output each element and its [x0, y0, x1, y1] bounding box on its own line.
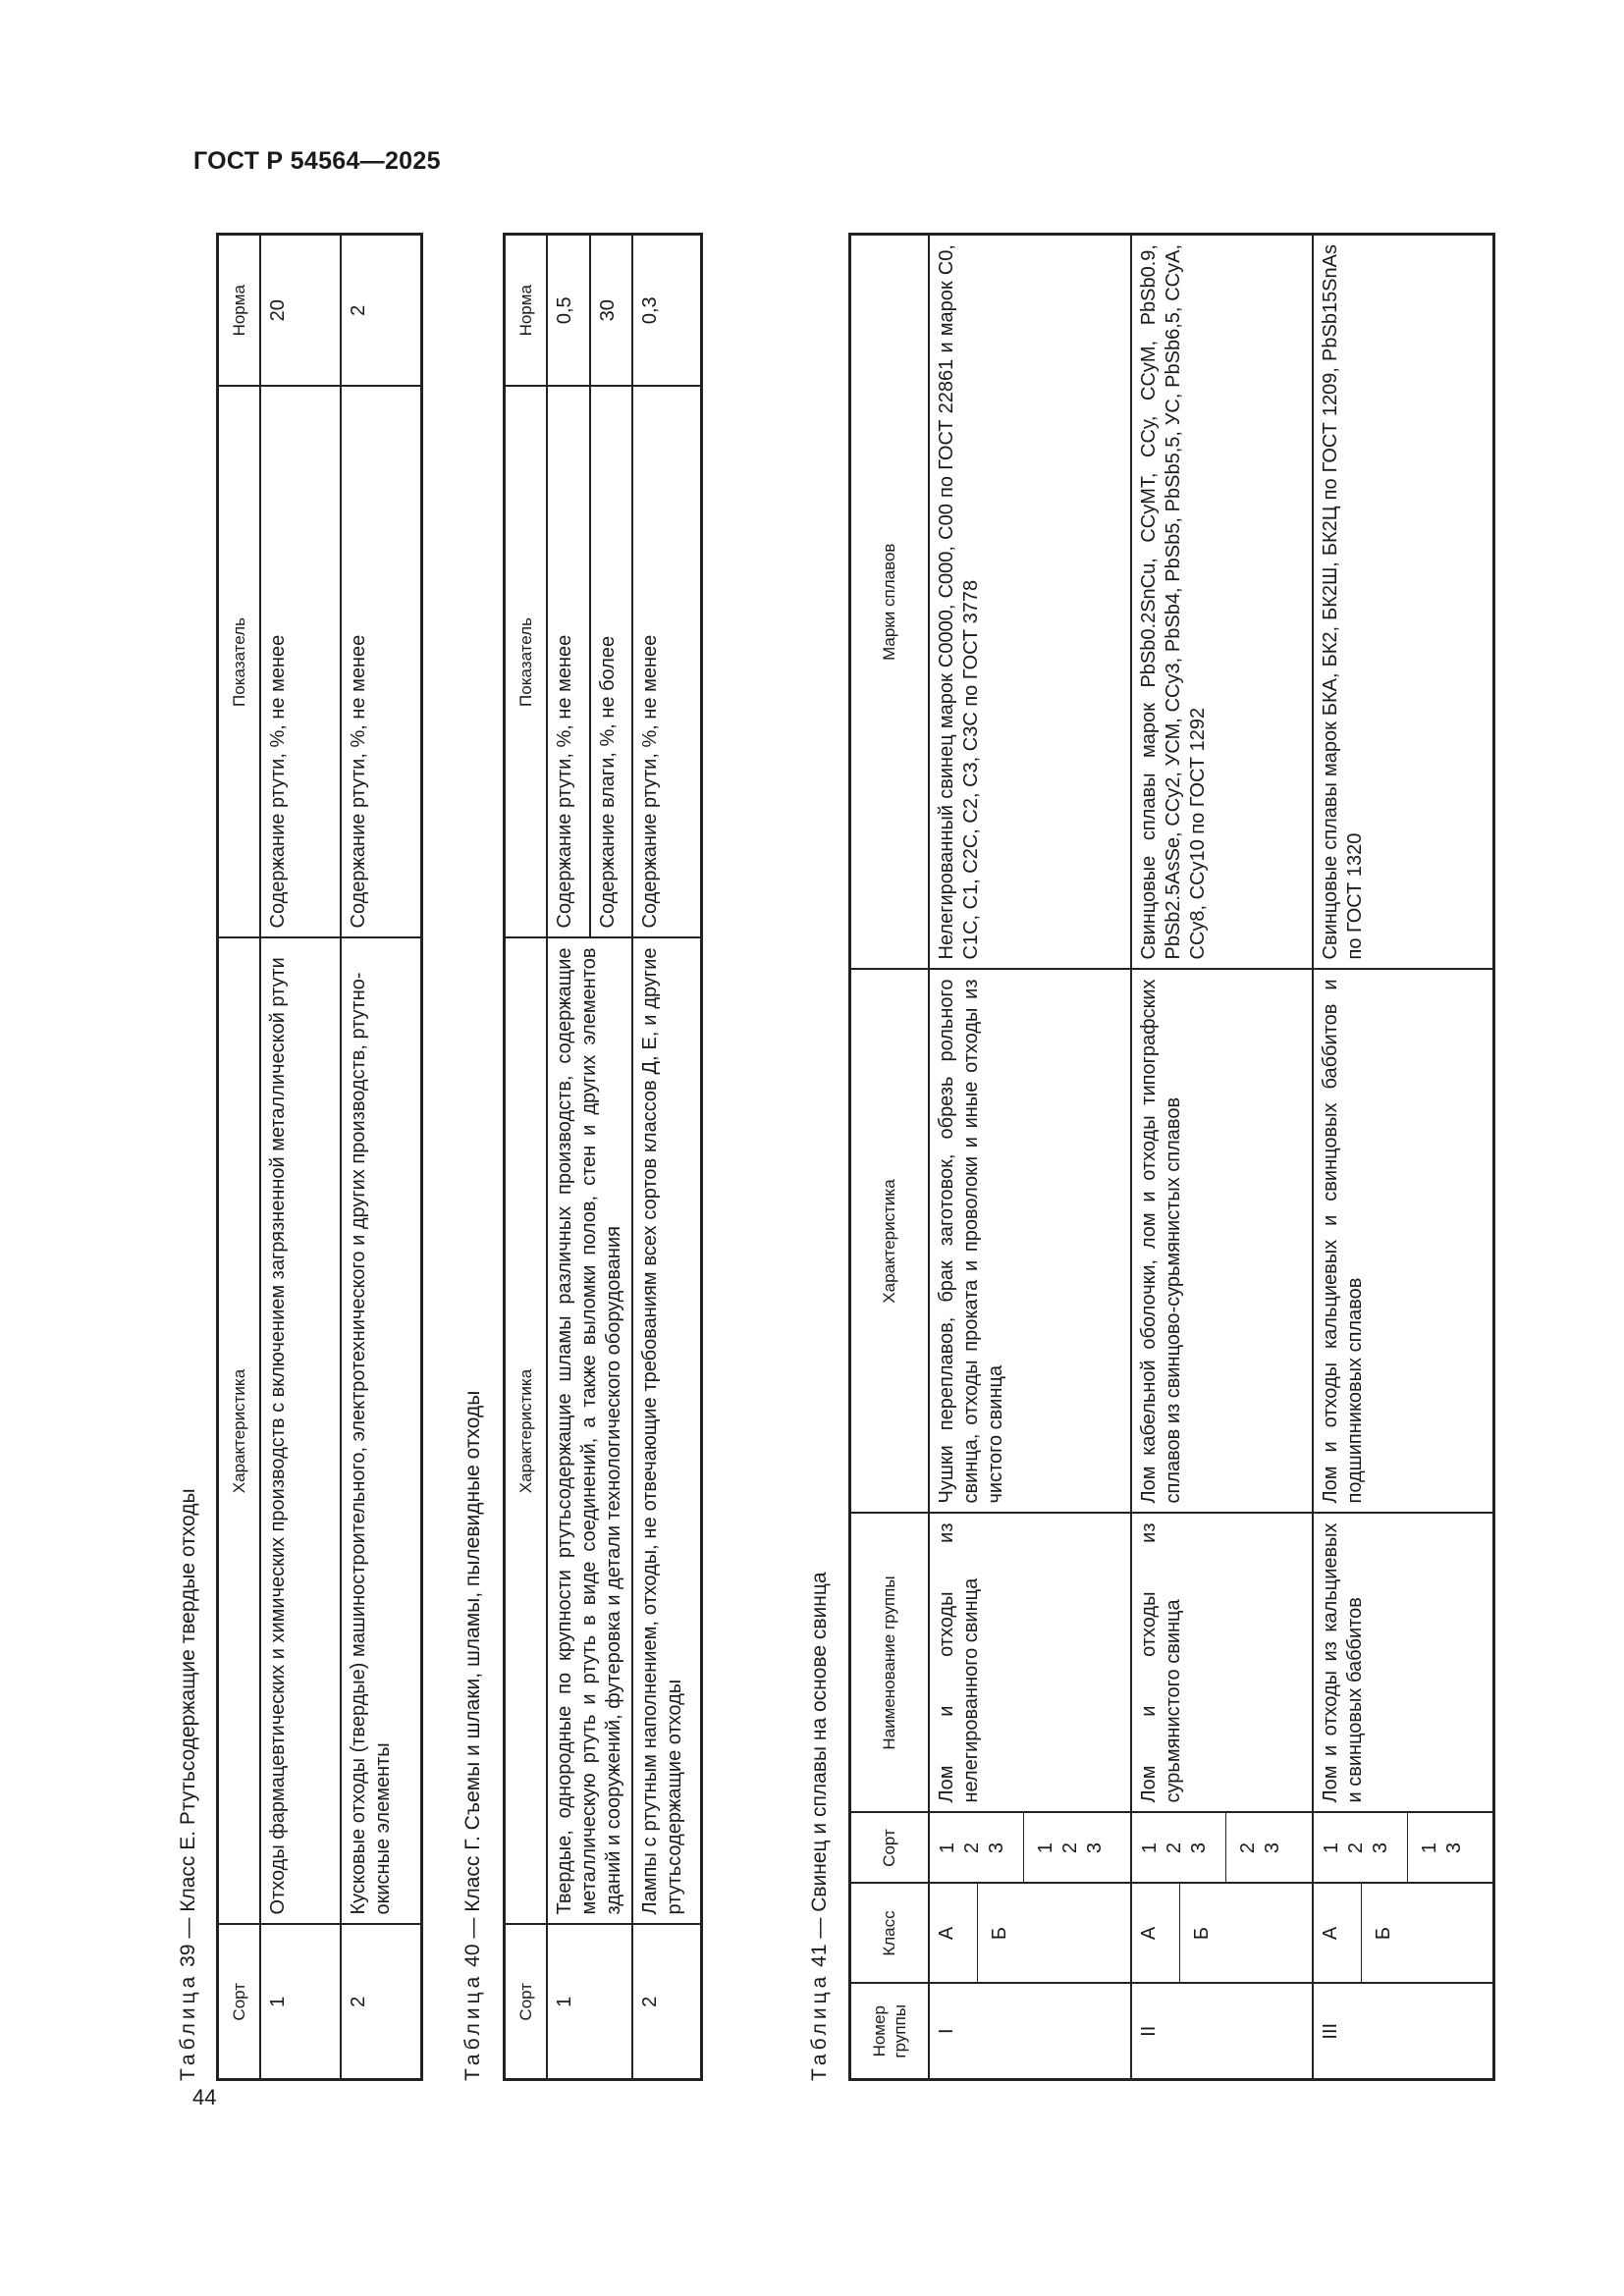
table-header-cell: Класс: [850, 1884, 929, 1984]
characteristic-cell: Чушки переплавов, брак заготовок, обрезь рольного свинца, отходы проката и проволоки и иные отходы из чистого свинца: [929, 970, 1131, 1514]
table-row: [341, 235, 421, 2080]
indicator-cell: Содержание ртути, %, не менее: [260, 387, 341, 938]
class-cell: [929, 1884, 1131, 1984]
group-name-cell: Лом и отходы из нелегированного свинца: [929, 1514, 1131, 1813]
group-number-cell: II: [1131, 1984, 1313, 2080]
indicator-cell: Содержание ртути, %, не менее: [341, 387, 421, 938]
sort-value: 2: [1236, 1842, 1259, 1854]
table-39-caption: Таблица 39 — Класс Е. Ртутьсодержащие твердые отходы: [177, 1488, 199, 2081]
sort-cell: 1: [547, 1925, 632, 2080]
table-39-header-row: [218, 235, 261, 2080]
sort-value: 2: [1058, 1842, 1081, 1854]
table-40-header-row: [505, 235, 548, 2080]
class-cell: [1131, 1884, 1313, 1984]
indicator-cell: Содержание влаги, %, не более: [590, 387, 633, 938]
norm-cell: 0,3: [632, 235, 701, 387]
table-41: [848, 233, 1495, 2081]
characteristic-cell: Отходы фармацевтических и химических производств с включением загрязненной металлической ртути: [260, 938, 341, 1925]
alloy-marks-cell: Свинцовые сплавы марок БКА, БК2, БК2Ш, БК2Ц по ГОСТ 1209, PbSb15SnAs по ГОСТ 1320: [1313, 235, 1494, 970]
class-cell: [1313, 1884, 1494, 1984]
group-number-cell: I: [929, 1984, 1131, 2080]
table-header-cell: Сорт: [218, 1925, 261, 2080]
table-40-caption: Таблица 40 — Класс Г. Съемы и шлаки, шламы, пылевидные отходы: [461, 1390, 484, 2081]
norm-cell: 30: [590, 235, 633, 387]
table-39: [216, 233, 423, 2081]
alloy-marks-cell: Свинцовые сплавы марок PbSb0.2SnCu, ССуМТ, ССу, ССуМ, PbSb0.9, PbSb2.5AsSe, ССу2, УСМ, ССу3, PbSb4, PbSb5, PbSb5,5, УС, PbSb6,5, ССуА, ССу8, ССу10 по ГОСТ 1292: [1131, 235, 1313, 970]
class-b-label: Б: [1372, 1926, 1394, 1941]
sort-value: 1: [1034, 1842, 1056, 1854]
characteristic-cell: Лом и отходы кальциевых и свинцовых баббитов и подшипниковых сплавов: [1313, 970, 1494, 1514]
table-header-cell: Наименование группы: [850, 1514, 929, 1813]
table-row: [632, 235, 701, 2080]
document-header: ГОСТ Р 54564—2025: [193, 147, 441, 175]
table-header-cell: Характеристика: [850, 970, 929, 1514]
sort-value: 3: [1187, 1842, 1210, 1854]
table-header-cell: Показатель: [218, 387, 261, 938]
table-41-caption: Таблица 41 — Свинец и сплавы на основе свинца: [808, 1572, 831, 2081]
table-header-cell: Номер группы: [850, 1984, 929, 2080]
table-row: [929, 235, 1131, 2080]
sort-value: 2: [1163, 1842, 1185, 1854]
norm-cell: 20: [260, 235, 341, 387]
sort-cell: [929, 1813, 1131, 1884]
characteristic-cell: Лом кабельной оболочки, лом и отходы типографских сплавов из свинцово-сурьмянистых сплавов: [1131, 970, 1313, 1514]
sort-value: 1: [1320, 1842, 1342, 1854]
class-a-label: А: [935, 1926, 957, 1941]
characteristic-cell: Лампы с ртутным наполнением, отходы, не отвечающие требованиям всех сортов классов Д, Е, и другие ртутьсодержащие отходы: [632, 938, 701, 1925]
sort-value: 2: [960, 1842, 983, 1854]
norm-cell: 2: [341, 235, 421, 387]
sort-cell: 2: [341, 1925, 421, 2080]
group-number-cell: III: [1313, 1984, 1494, 2080]
table-row: [547, 235, 590, 2080]
class-b-label: Б: [1190, 1926, 1213, 1941]
rotated-page-content: [177, 236, 1532, 2081]
sort-value: 1: [936, 1842, 958, 1854]
table-row: [1313, 235, 1494, 2080]
sort-value: 3: [1369, 1842, 1391, 1854]
table-row: [260, 235, 341, 2080]
table-header-cell: Характеристика: [218, 938, 261, 1925]
sort-value: 3: [985, 1842, 1007, 1854]
table-header-cell: Марки сплавов: [850, 235, 929, 970]
sort-cell: 1: [260, 1925, 341, 2080]
indicator-cell: Содержание ртути, %, не менее: [632, 387, 701, 938]
sort-cell: 2: [632, 1925, 701, 2080]
group-name-cell: Лом и отходы из сурьмянистого свинца: [1131, 1514, 1313, 1813]
sort-value: 1: [1138, 1842, 1161, 1854]
table-header-cell: Норма: [218, 235, 261, 387]
indicator-cell: Содержание ртути, %, не менее: [547, 387, 590, 938]
characteristic-cell: Твердые, однородные по крупности ртутьсодержащие шламы различных производств, содержащие металлическую ртуть и ртуть в виде соединений, а также выломки полов, стен и других элементов зданий и сооружений, футеровка и детали технологического оборудования: [547, 938, 632, 1925]
sort-value: 1: [1418, 1842, 1440, 1854]
sort-value: 3: [1261, 1842, 1283, 1854]
table-header-cell: Сорт: [850, 1813, 929, 1884]
table-40: [503, 233, 703, 2081]
sort-value: 2: [1344, 1842, 1367, 1854]
sort-value: 3: [1083, 1842, 1106, 1854]
table-header-cell: Показатель: [505, 387, 548, 938]
class-a-label: А: [1319, 1926, 1341, 1941]
class-b-label: Б: [988, 1926, 1010, 1941]
sort-value: 3: [1442, 1842, 1465, 1854]
table-header-cell: Норма: [505, 235, 548, 387]
table-header-cell: Характеристика: [505, 938, 548, 1925]
characteristic-cell: Кусковые отходы (твердые) машиностроительного, электротехнического и других производств, ртутно-окисные элементы: [341, 938, 421, 1925]
table-header-cell: Сорт: [505, 1925, 548, 2080]
page-number: 44: [192, 2085, 217, 2109]
sort-cell: [1313, 1813, 1494, 1884]
norm-cell: 0,5: [547, 235, 590, 387]
group-name-cell: Лом и отходы из кальциевых и свинцовых баббитов: [1313, 1514, 1494, 1813]
alloy-marks-cell: Нелегированный свинец марок С0000, С000, С00 по ГОСТ 22861 и марок С0, С1С, С1, С2С, С2, С3, С3С по ГОСТ 3778: [929, 235, 1131, 970]
table-41-header-row: [850, 235, 929, 2080]
table-row: [1131, 235, 1313, 2080]
sort-cell: [1131, 1813, 1313, 1884]
class-a-label: А: [1137, 1926, 1160, 1941]
